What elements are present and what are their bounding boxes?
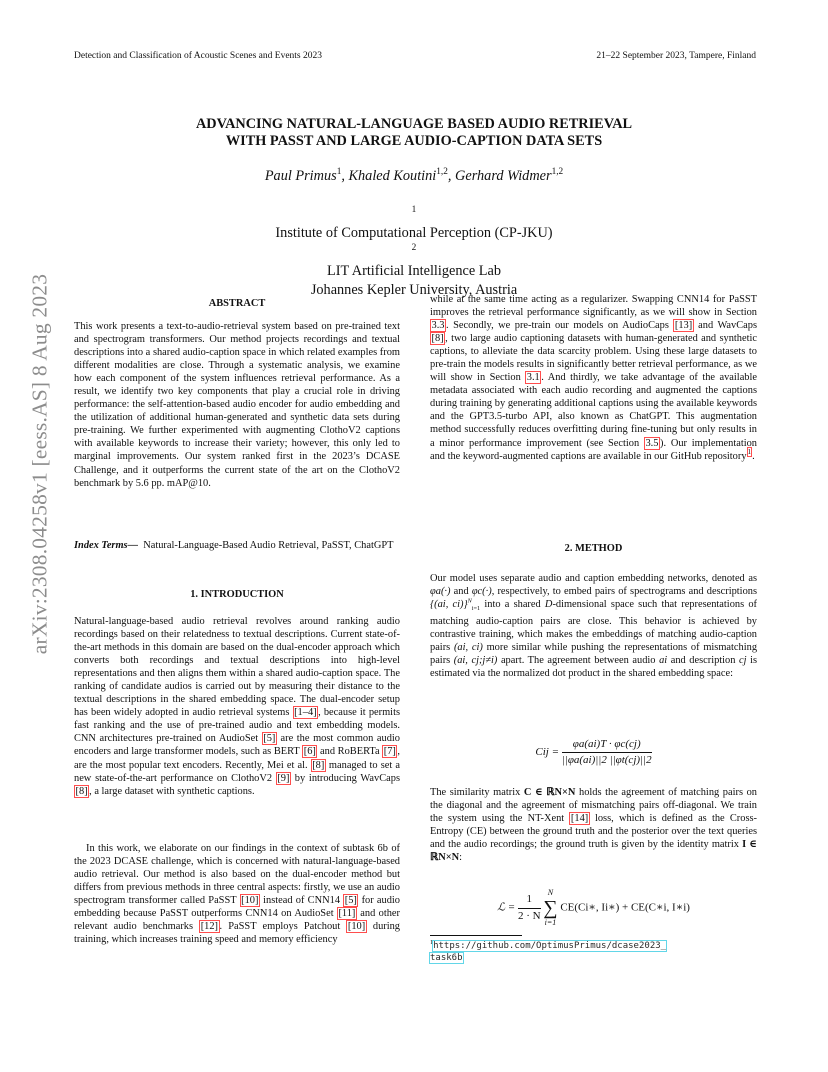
- citation-link[interactable]: [12]: [200, 921, 219, 933]
- title-line-1: ADVANCING NATURAL-LANGUAGE BASED AUDIO RETRIEVAL: [195, 116, 633, 132]
- footnote-rule: [430, 935, 522, 936]
- equation-lhs: Cij =: [535, 746, 560, 759]
- repository-link[interactable]: task6b: [430, 953, 463, 963]
- affiliation-line: [0, 243, 828, 281]
- loss-equation: [430, 888, 757, 928]
- citation-link[interactable]: [10]: [241, 895, 259, 907]
- citation-link[interactable]: [5]: [263, 733, 276, 745]
- affiliation-text: Johannes Kepler University, Austria: [310, 282, 518, 298]
- citation-link[interactable]: [9]: [277, 772, 290, 784]
- affiliation-mark: 2: [411, 243, 417, 254]
- footnote-mark: 1: [430, 939, 434, 946]
- index-terms: [74, 539, 400, 552]
- section-link[interactable]: 3.5: [645, 437, 659, 449]
- method-heading: 2. METHOD: [564, 543, 623, 554]
- intro-heading: 1. INTRODUCTION: [190, 589, 284, 600]
- equation-denominator: 2 · N: [517, 909, 541, 922]
- equation-denominator: ||φa(ai)||2 ||φt(cj)||2: [561, 754, 652, 767]
- title-line-2: WITH PASST AND LARGE AUDIO-CAPTION DATA SETS: [225, 133, 603, 149]
- author-name: Paul Primus: [264, 168, 337, 184]
- citation-link[interactable]: [14]: [570, 813, 589, 825]
- citation-link[interactable]: [8]: [75, 785, 88, 797]
- method-paragraph-2: The similarity matrix C ∈ ℝN×N holds the agreement of matching pairs on the diagonal and the agreement of mismatching pairs off-diagonal. We train the system using the NT-Xent [14] loss, which is defined as the Cross-Entropy (CE) between the ground truth and the posterior over the text queries and the audio recordings; the ground truth is given by the identity matrix I ∈ ℝN×N:: [430, 787, 757, 864]
- abstract-text: This work presents a text-to-audio-retrieval system based on pre-trained text and spectrogram transformers. Our method projects recordings and textual descriptions into a shared audio-caption space in which related examples from different modalities are close. Through a systematic analysis, we examine how each component of the system influences retrieval performance. As a result, we identify two key components that play a crucial role in driving performance: the self-attention-based audio encoder for audio embedding and the utilization of additional human-generated and synthetic data sets during pre-training. We further experimented with augmenting ClothoV2 captions with available keywords to increase their variety; however, this only led to marginal improvements. Our system ranked first in the 2023’s DCASE Challenge, and it outperforms the current state of the art on the ClothoV2 benchmark by 5.6 pp. mAP@10.: [74, 321, 400, 489]
- equation-body: CE(Ci∗, Ii∗) + CE(C∗i, I∗i): [560, 901, 690, 914]
- affiliation-text: Institute of Computational Perception (CP-JKU): [275, 225, 553, 241]
- author-affiliation-mark: 1,2: [551, 167, 564, 178]
- equation-numerator: 1: [518, 893, 541, 908]
- method-paragraph-1: Our model uses separate audio and caption embedding networks, denoted as φa(·) and φc(·), respectively, to embed pairs of spectrograms and descriptions {(ai, ci)}$^N_{i=1}$ into a shared D-dimensional space such that representations of matching audio-caption pairs are close. This behavior is achieved by contrastive training, which makes the embeddings of matching audio-caption pairs (ai, ci) more similar while pushing the representations of mismatching pairs (ai, cj;j≠i) apart. The agreement between audio ai and description cj is estimated via the normalized dot product in the shared embedding space:: [430, 573, 758, 680]
- citation-link[interactable]: [10]: [347, 921, 366, 933]
- intro-paragraph-1: Natural-language-based audio retrieval revolves around ranking audio recordings based on their relatedness to textual descriptions. Current state-of-the-art methods in this domain are based on the dual-encoder approach which converts both recordings and textual descriptions into high-level representations and then aligns them within a shared audio-caption space. The ranking of candidate audios is carried out by measuring their distance to the textual descriptions in the shared embedding space. The dual-encoder setup has been widely adopted in audio retrieval systems [1–4] , because it permits fast ranking and the use of pre-trained audio and text embedding models. CNN architectures pre-trained on AudioSet [5] are the most common audio encoders and large transformer models, such as BERT [6] and RoBERTa [7] , are the most popular text encoders. Recently, Mei et al. [8] managed to set a new state-of-the-art performance on ClothoV2 [9] by introducing WavCaps [8] , a large dataset with synthetic captions.: [74, 616, 401, 797]
- affiliations: [0, 205, 828, 300]
- running-header-right: 21–22 September 2023, Tampere, Finland: [596, 51, 756, 61]
- citation-link[interactable]: [6]: [303, 746, 316, 758]
- footnote: [430, 940, 760, 964]
- abstract-heading: ABSTRACT: [208, 298, 266, 309]
- author-affiliation-mark: 1,2: [436, 167, 448, 178]
- paper-title: [0, 116, 828, 150]
- arxiv-stamp-text: arXiv:2308.04258v1 [eess.AS] 8 Aug 2023: [27, 273, 52, 655]
- citation-link[interactable]: [11]: [338, 908, 356, 920]
- citation-link[interactable]: [1–4]: [294, 707, 317, 719]
- affiliation-line: [0, 205, 828, 243]
- similarity-equation: [430, 738, 757, 767]
- author-name: Gerhard Widmer: [455, 168, 552, 184]
- section-link[interactable]: 3.1: [526, 372, 540, 384]
- citation-link[interactable]: [5]: [344, 895, 357, 907]
- running-header-left: Detection and Classification of Acoustic Scenes and Events 2023: [74, 51, 322, 61]
- citation-link[interactable]: [13]: [674, 320, 693, 332]
- equation-numerator: φa(ai)T · φc(cj): [562, 738, 652, 753]
- footnote-link[interactable]: 1: [747, 448, 752, 457]
- citation-link[interactable]: [8]: [431, 333, 444, 345]
- author-affiliation-mark: 1: [336, 167, 342, 178]
- equation-lhs: ℒ =: [497, 901, 516, 914]
- section-link[interactable]: 3.3: [431, 320, 445, 332]
- author-list: Paul Primus$^1$, Khaled Koutini$^{1,2}$, Gerhard Widmer$^{1,2}$: [264, 167, 564, 184]
- arxiv-stamp: [27, 273, 53, 655]
- affiliation-mark: 1: [411, 205, 417, 216]
- author-name: Khaled Koutini: [348, 168, 437, 184]
- intro-paragraph-2: In this work, we elaborate on our findings in the context of subtask 6b of the 2023 DCASE challenge, which is concerned with natural-language-based audio retrieval. Our method is also based on the dual-encoder method but differs from previous methods in three central aspects: firstly, we use an audio spectrogram transformer called PaSST [10] instead of CNN14 [5] for audio embedding because PaSST outperforms CNN14 on AudioSet [11] and other relevant audio benchmarks [12] . PaSST employs Patchout [10] during training, which increases training speed and memory efficiency: [74, 843, 400, 946]
- summation-sign: N ∑ i=1: [543, 888, 558, 927]
- affiliation-text: LIT Artificial Intelligence Lab: [326, 263, 501, 279]
- citation-link[interactable]: [8]: [312, 759, 325, 771]
- intro-paragraph-2-continued: while at the same time acting as a regularizer. Swapping CNN14 for PaSST improves the retrieval performance significantly, as we will show in Section 3.3 . Secondly, we pre-train our models on AudioCaps [13] and WavCaps [8] , two large audio captioning datasets with human-generated and synthetic captions, to alleviate the data scarcity problem. Using these large datasets to pre-train the models results in significantly better retrieval performance, as we will show in Section 3.1 . And thirdly, we take advantage of the available metadata associated with each audio recording and augmented the captions during training by generating additional captions using the available keywords and the GPT3.5-turbo API, also known as ChatGPT. This augmentation method successfully reduces overfitting during fine-tuning but only results in a minor performance improvement (see Section 3.5 ). Our implementation and the keyword-augmented captions are available in our GitHub repository$^1$.: [430, 294, 758, 462]
- citation-link[interactable]: [7]: [383, 746, 396, 758]
- repository-link[interactable]: https://github.com/OptimusPrimus/dcase2023_: [433, 941, 667, 951]
- index-terms-text: Natural-Language-Based Audio Retrieval, PaSST, ChatGPT: [143, 540, 394, 551]
- index-terms-label: Index Terms—: [74, 540, 138, 551]
